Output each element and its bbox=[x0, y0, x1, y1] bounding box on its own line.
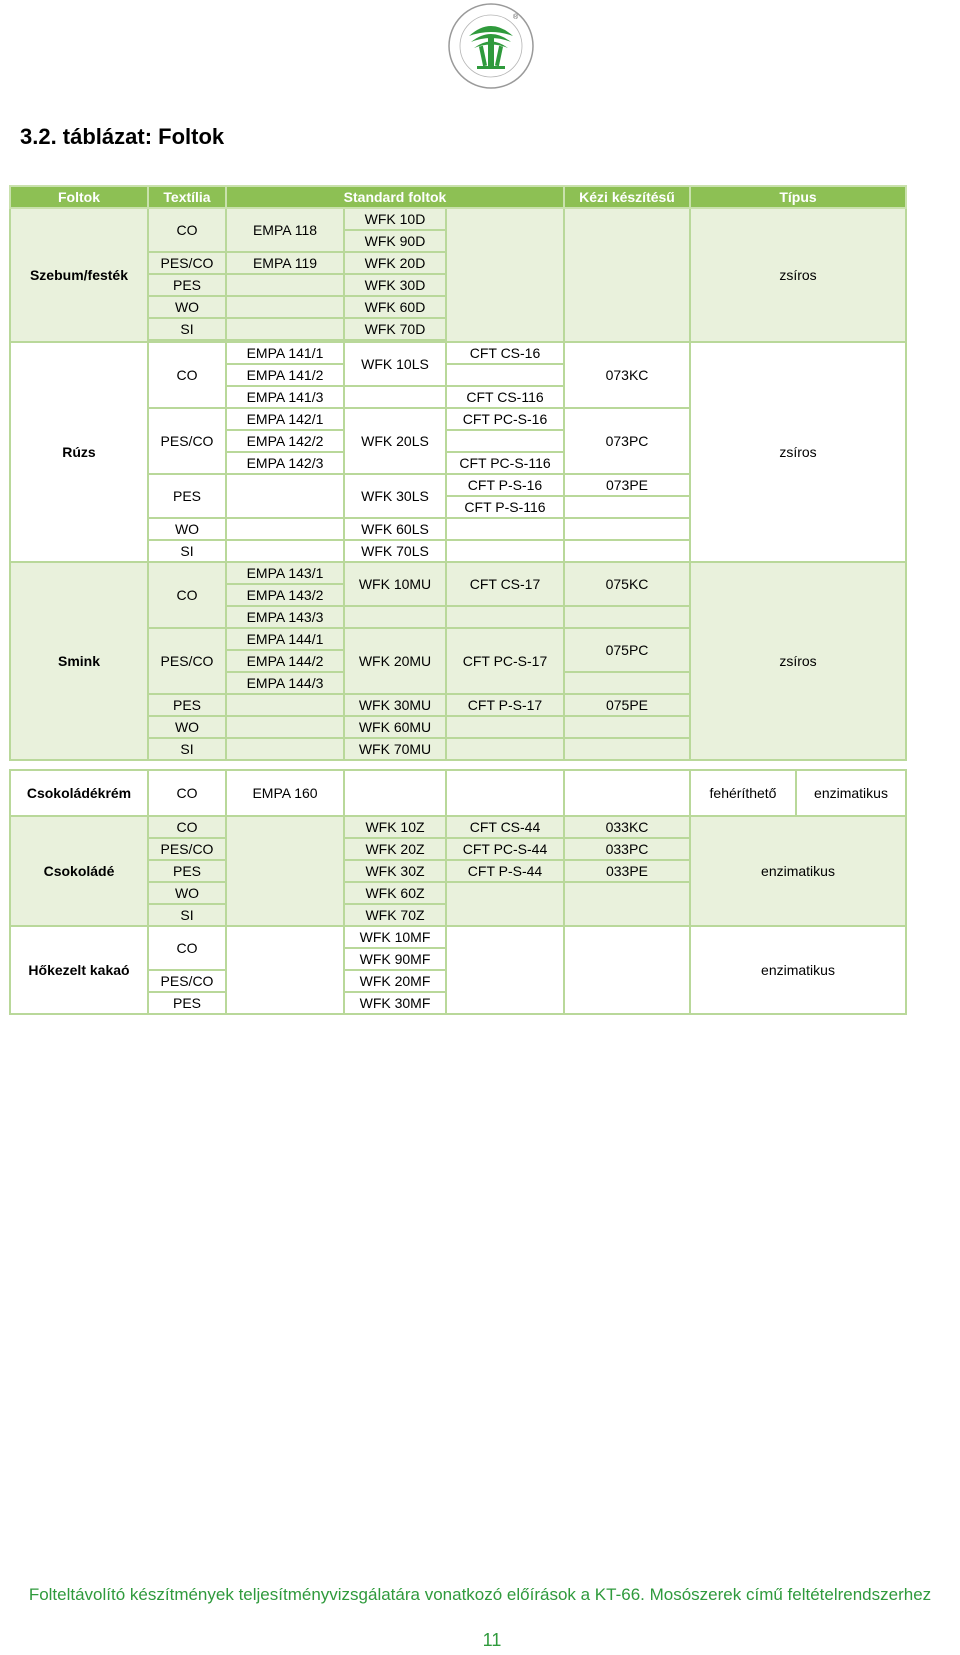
table-row bbox=[10, 816, 906, 838]
kezi-cell bbox=[564, 606, 690, 628]
table-row bbox=[10, 562, 906, 584]
empa-cell bbox=[226, 318, 344, 340]
table-row bbox=[10, 926, 906, 948]
wfk-cell bbox=[344, 606, 446, 628]
empa-cell bbox=[226, 274, 344, 296]
empa-cell bbox=[226, 738, 344, 760]
empa-cell: EMPA 142/1 bbox=[226, 408, 344, 430]
header-foltok: Foltok bbox=[10, 186, 148, 208]
csokoladekrem-table bbox=[9, 769, 907, 817]
cft-cell: CFT PC-S-44 bbox=[446, 838, 564, 860]
kezi-cell bbox=[564, 770, 690, 816]
kezi-cell: 075KC bbox=[564, 562, 690, 606]
empa-cell: EMPA 141/1 bbox=[226, 342, 344, 364]
kezi-cell bbox=[564, 518, 690, 540]
cft-cell: CFT PC-S-17 bbox=[446, 628, 564, 694]
wfk-cell: WFK 70MU bbox=[344, 738, 446, 760]
kezi-cell bbox=[564, 738, 690, 760]
cft-cell bbox=[446, 606, 564, 628]
kezi-cell: 073PE bbox=[564, 474, 690, 496]
cft-cell bbox=[446, 518, 564, 540]
wfk-cell bbox=[344, 386, 446, 408]
registered-mark: ® bbox=[513, 14, 519, 21]
empa-cell: EMPA 144/2 bbox=[226, 650, 344, 672]
type-cell: zsíros bbox=[690, 562, 906, 760]
textile-cell: PES bbox=[148, 274, 226, 296]
textile-cell: CO bbox=[148, 342, 226, 408]
type-cell: zsíros bbox=[690, 342, 906, 562]
table-row bbox=[10, 342, 906, 364]
header-kezi-keszitesu: Kézi készítésű bbox=[564, 186, 690, 208]
cft-cell bbox=[446, 430, 564, 452]
group-csokolade: Csokoládé bbox=[10, 816, 148, 926]
table-header-row bbox=[10, 186, 906, 208]
kezi-cell bbox=[564, 926, 690, 1014]
textile-cell: PES bbox=[148, 992, 226, 1014]
cft-cell bbox=[446, 882, 564, 926]
kezi-cell bbox=[564, 672, 690, 694]
empa-cell: EMPA 143/1 bbox=[226, 562, 344, 584]
header-standard-foltok: Standard foltok bbox=[226, 186, 564, 208]
empa-cell: EMPA 142/3 bbox=[226, 452, 344, 474]
kezi-cell: 033PC bbox=[564, 838, 690, 860]
group-kakao: Hőkezelt kakaó bbox=[10, 926, 148, 1014]
textile-cell: SI bbox=[148, 318, 226, 340]
kezi-cell bbox=[564, 540, 690, 562]
cft-cell: CFT P-S-16 bbox=[446, 474, 564, 496]
type-cell: zsíros bbox=[690, 208, 906, 342]
empa-cell: EMPA 144/1 bbox=[226, 628, 344, 650]
wfk-cell: WFK 90D bbox=[344, 230, 446, 252]
kezi-cell: 073KC bbox=[564, 342, 690, 408]
wfk-cell: WFK 60Z bbox=[344, 882, 446, 904]
kezi-cell bbox=[564, 208, 690, 342]
kezi-cell: 033KC bbox=[564, 816, 690, 838]
group-szebum: Szebum/festék bbox=[10, 208, 148, 342]
wfk-cell: WFK 20MF bbox=[344, 970, 446, 992]
cft-cell: CFT P-S-116 bbox=[446, 496, 564, 518]
cft-cell: CFT CS-44 bbox=[446, 816, 564, 838]
type-cell: enzimatikus bbox=[796, 770, 906, 816]
empa-cell: EMPA 142/2 bbox=[226, 430, 344, 452]
wfk-cell: WFK 10MU bbox=[344, 562, 446, 606]
wfk-cell: WFK 70LS bbox=[344, 540, 446, 562]
eco-label-logo bbox=[447, 2, 535, 90]
empa-cell bbox=[226, 518, 344, 540]
textile-cell: PES/CO bbox=[148, 838, 226, 860]
page-number: 11 bbox=[482, 1630, 502, 1650]
empa-cell: EMPA 141/2 bbox=[226, 364, 344, 386]
wfk-cell: WFK 30Z bbox=[344, 860, 446, 882]
wfk-cell bbox=[344, 770, 446, 816]
textile-cell: CO bbox=[148, 770, 226, 816]
textile-cell: WO bbox=[148, 882, 226, 904]
cft-cell: CFT PC-S-116 bbox=[446, 452, 564, 474]
empa-cell bbox=[226, 296, 344, 318]
wfk-cell: WFK 30MU bbox=[344, 694, 446, 716]
cft-cell bbox=[446, 716, 564, 738]
textile-cell: WO bbox=[148, 296, 226, 318]
textile-cell: PES/CO bbox=[148, 252, 226, 274]
textile-cell: PES bbox=[148, 694, 226, 716]
header-tipus: Típus bbox=[690, 186, 906, 208]
textile-cell: PES bbox=[148, 860, 226, 882]
cft-cell bbox=[446, 926, 564, 1014]
csokolade-table bbox=[9, 815, 907, 1015]
textile-cell: PES/CO bbox=[148, 408, 226, 474]
textile-cell: PES/CO bbox=[148, 628, 226, 694]
textile-cell: PES/CO bbox=[148, 970, 226, 992]
empa-cell: EMPA 143/3 bbox=[226, 606, 344, 628]
wfk-cell: WFK 60MU bbox=[344, 716, 446, 738]
empa-cell: EMPA 118 bbox=[226, 208, 344, 252]
cft-cell: CFT CS-16 bbox=[446, 342, 564, 364]
textile-cell: CO bbox=[148, 926, 226, 970]
wfk-cell: WFK 10D bbox=[344, 208, 446, 230]
empa-cell: EMPA 119 bbox=[226, 252, 344, 274]
type-cell: fehéríthető bbox=[690, 770, 796, 816]
wfk-cell: WFK 10LS bbox=[344, 342, 446, 386]
kezi-cell bbox=[564, 882, 690, 926]
empa-cell bbox=[226, 474, 344, 518]
cft-cell: CFT P-S-44 bbox=[446, 860, 564, 882]
textile-cell: SI bbox=[148, 540, 226, 562]
empa-cell bbox=[226, 716, 344, 738]
footer-text: Folteltávolító készítmények teljesítményvizsgálatára vonatkozó előírások a KT-66. Mosószerek című feltételrendszerhez bbox=[28, 1585, 932, 1604]
wfk-cell: WFK 70Z bbox=[344, 904, 446, 926]
empa-cell bbox=[226, 926, 344, 1014]
wfk-cell: WFK 30D bbox=[344, 274, 446, 296]
type-cell: enzimatikus bbox=[690, 926, 906, 1014]
kezi-cell: 073PC bbox=[564, 408, 690, 474]
cft-cell bbox=[446, 364, 564, 386]
wfk-cell: WFK 70D bbox=[344, 318, 446, 340]
wfk-cell: WFK 90MF bbox=[344, 948, 446, 970]
kezi-cell: 033PE bbox=[564, 860, 690, 882]
textile-cell: CO bbox=[148, 816, 226, 838]
table-row bbox=[10, 770, 906, 816]
wfk-cell: WFK 60D bbox=[344, 296, 446, 318]
wfk-cell: WFK 30MF bbox=[344, 992, 446, 1014]
textile-cell: SI bbox=[148, 738, 226, 760]
wfk-cell: WFK 20MU bbox=[344, 628, 446, 694]
cft-cell: CFT PC-S-16 bbox=[446, 408, 564, 430]
wfk-cell: WFK 20LS bbox=[344, 408, 446, 474]
stains-table bbox=[9, 185, 907, 761]
kezi-cell bbox=[564, 716, 690, 738]
group-ruzs: Rúzs bbox=[10, 342, 148, 562]
cft-cell: CFT P-S-17 bbox=[446, 694, 564, 716]
page-title: 3.2. táblázat: Foltok bbox=[20, 124, 225, 149]
cft-cell bbox=[446, 208, 564, 342]
textile-cell: WO bbox=[148, 716, 226, 738]
empa-cell bbox=[226, 540, 344, 562]
wfk-cell: WFK 20D bbox=[344, 252, 446, 274]
cft-cell bbox=[446, 738, 564, 760]
empa-cell: EMPA 141/3 bbox=[226, 386, 344, 408]
wfk-cell: WFK 10Z bbox=[344, 816, 446, 838]
kezi-cell: 075PC bbox=[564, 628, 690, 672]
empa-cell: EMPA 143/2 bbox=[226, 584, 344, 606]
kezi-cell bbox=[564, 496, 690, 518]
textile-cell: WO bbox=[148, 518, 226, 540]
empa-cell bbox=[226, 816, 344, 926]
wfk-cell: WFK 10MF bbox=[344, 926, 446, 948]
textile-cell: SI bbox=[148, 904, 226, 926]
header-textilia: Textília bbox=[148, 186, 226, 208]
wfk-cell: WFK 30LS bbox=[344, 474, 446, 518]
empa-cell: EMPA 144/3 bbox=[226, 672, 344, 694]
kezi-cell: 075PE bbox=[564, 694, 690, 716]
type-cell: enzimatikus bbox=[690, 816, 906, 926]
wfk-cell: WFK 60LS bbox=[344, 518, 446, 540]
cft-cell: CFT CS-17 bbox=[446, 562, 564, 606]
cft-cell bbox=[446, 770, 564, 816]
cft-cell: CFT CS-116 bbox=[446, 386, 564, 408]
cft-cell bbox=[446, 540, 564, 562]
wfk-cell: WFK 20Z bbox=[344, 838, 446, 860]
group-csokoladekrem: Csokoládékrém bbox=[10, 770, 148, 816]
textile-cell: PES bbox=[148, 474, 226, 518]
table-row bbox=[10, 208, 906, 230]
empa-cell bbox=[226, 694, 344, 716]
empa-cell: EMPA 160 bbox=[226, 770, 344, 816]
textile-cell: CO bbox=[148, 562, 226, 628]
group-smink: Smink bbox=[10, 562, 148, 760]
textile-cell: CO bbox=[148, 208, 226, 252]
